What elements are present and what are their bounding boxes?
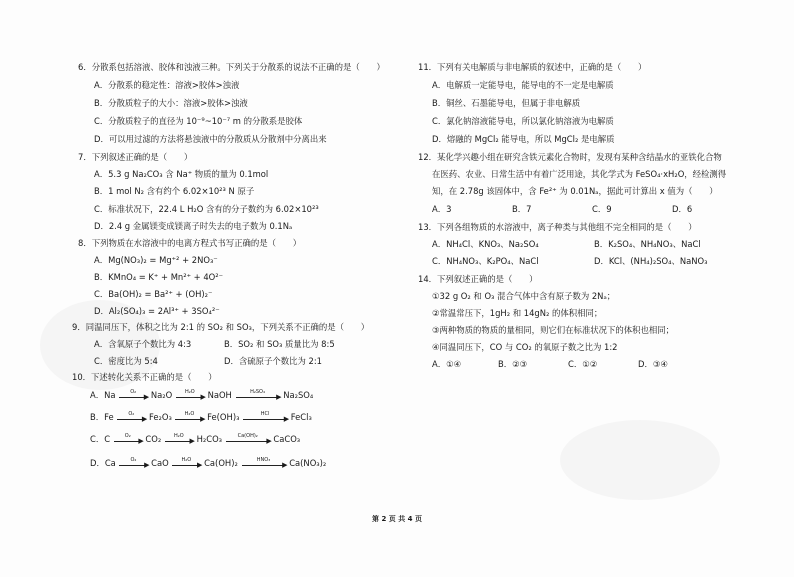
question-11-option-c: C．氯化钠溶液能导电，所以氯化钠溶液为电解质: [432, 116, 614, 126]
question-11-option-a: A．电解质一定能导电，能导电的不一定是电解质: [432, 80, 614, 90]
question-14-statement-1: ①32 g O₂ 和 O₃ 混合气体中含有原子数为 2Nₐ；: [432, 291, 616, 301]
reaction-product: Ca(OH)₂: [204, 458, 238, 468]
question-8-stem: 8．下列物质在水溶液中的电离方程式书写正确的是（ ）: [78, 238, 302, 248]
reaction-product: CaO: [151, 458, 169, 468]
question-13-option-c: C．NH₄NO₃、K₂PO₄、NaCl: [432, 256, 539, 266]
question-14-option-b: B．②③: [498, 359, 528, 369]
reaction-arrow: O₂ ▶: [114, 435, 142, 445]
question-9-stem: 9．同温同压下，体积之比为 2:1 的 SO₂ 和 SO₃，下列关系不正确的是（ ）: [72, 322, 370, 332]
reaction-arrow: Ca(OH)₂ ▶: [226, 435, 270, 445]
reaction-arrow: H₂O ▶: [165, 435, 193, 445]
reaction-arrow: O₂ ▶: [117, 413, 145, 423]
question-10-stem: 10．下述转化关系不正确的是（ ）: [72, 372, 217, 382]
question-11-option-b: B．铜丝、石墨能导电，但属于非电解质: [432, 98, 581, 108]
question-10-option-c: [90, 434, 300, 445]
question-6-option-a: A．分散系的稳定性：溶液>胶体>浊液: [94, 80, 240, 90]
reaction-product: FeCl₃: [290, 412, 312, 422]
reaction-product: Fe₂O₃: [148, 412, 172, 422]
question-7-stem: 7．下列叙述正确的是（ ）: [78, 152, 193, 162]
question-12-stem-line-3: 知，在 2.78g 该固体中，含 Fe²⁺ 为 0.01Nₐ，据此可计算出 x 值为（ ）: [432, 186, 718, 196]
question-8-option-a: A．Mg(NO₃)₂ = Mg⁺² + 2NO₃⁻: [94, 255, 218, 265]
reaction-product: Na₂O: [150, 390, 173, 400]
reaction-arrow: O₂ ▶: [119, 459, 147, 469]
question-9-option-d: D．含硫原子个数比为 2:1: [224, 356, 322, 366]
reaction-arrow: HNO₃ ▶: [242, 459, 286, 469]
question-12-option-a: A．3: [432, 204, 452, 214]
question-14-stem: 14．下列叙述正确的是（ ）: [418, 274, 538, 284]
reaction-start: B．Fe: [90, 412, 114, 422]
question-8-option-b: B．KMnO₄ = K⁺ + Mn²⁺ + 4O²⁻: [94, 272, 224, 282]
question-12-option-b: B．7: [512, 204, 532, 214]
reaction-start: C．C: [90, 434, 111, 444]
question-14-option-a: A．①④: [432, 359, 462, 369]
reaction-product: Fe(OH)₃: [207, 412, 240, 422]
question-10-option-d: [90, 458, 326, 469]
question-11-option-d: D．熔融的 MgCl₂ 能导电，所以 MgCl₂ 是电解质: [432, 134, 615, 144]
reaction-product: Ca(NO₃)₂: [289, 458, 327, 468]
question-9-option-a: A．含氧原子个数比为 4:3: [94, 339, 192, 349]
reaction-arrow: HCl ▶: [243, 413, 287, 423]
question-13-stem: 13．下列各组物质的水溶液中，离子种类与其他组不完全相同的是（ ）: [418, 222, 697, 232]
question-12-option-d: D．6: [672, 204, 693, 214]
question-9-option-b: B．SO₂ 和 SO₃ 质量比为 8:5: [224, 339, 335, 349]
question-11-stem: 11．下列有关电解质与非电解质的叙述中，正确的是（ ）: [418, 62, 647, 72]
question-14-statement-2: ②常温常压下，1gH₂ 和 14gN₂ 的体积相同；: [432, 308, 603, 318]
question-6-option-d: D．可以用过滤的方法将悬浊液中的分散质从分散剂中分离出来: [94, 134, 327, 144]
question-10-option-b: [90, 412, 312, 423]
question-7-option-a: A．5.3 g Na₂CO₃ 含 Na⁺ 物质的量为 0.1mol: [94, 169, 269, 179]
paper-stain: [560, 420, 720, 500]
reaction-arrow: H₂SO₄ ▶: [236, 391, 280, 401]
question-14-statement-4: ④同温同压下，CO 与 CO₂ 的氧原子数之比为 1:2: [432, 342, 618, 352]
reaction-arrow: H₂O ▶: [175, 413, 203, 423]
question-12-stem-line-1: 12．某化学兴趣小组在研究含铁元素化合物时，发现有某种含结晶水的亚铁化合物: [418, 152, 722, 162]
reaction-arrow: H₂O ▶: [176, 391, 204, 401]
question-13-option-b: B．K₂SO₄、NH₄NO₃、NaCl: [594, 239, 701, 249]
reaction-start: A．Na: [90, 390, 116, 400]
question-14-option-d: D．③④: [638, 359, 668, 369]
reaction-start: D．Ca: [90, 458, 116, 468]
reaction-product: CaCO₃: [273, 434, 301, 444]
question-14-statement-3: ③两种物质的物质的量相同，则它们在标准状况下的体积也相同；: [432, 325, 675, 335]
question-12-stem-line-2: 在医药、农业、日常生活中有着广泛用途，其化学式为 FeSO₄·xH₂O，经检测得: [432, 169, 727, 179]
question-14-option-c: C．①②: [568, 359, 598, 369]
reaction-arrow: O₂ ▶: [119, 391, 147, 401]
question-8-option-c: C．Ba(OH)₂ = Ba²⁺ + (OH)₂⁻: [94, 289, 213, 299]
question-9-option-c: C．密度比为 5:4: [94, 356, 158, 366]
question-10-option-a: [90, 390, 313, 401]
question-6-stem: 6．分散系包括溶液、胶体和浊液三种。下列关于分散系的说法不正确的是（ ）: [78, 62, 385, 72]
question-7-option-b: B．1 mol N₂ 含有约个 6.02×10²³ N 原子: [94, 186, 255, 196]
page-number-footer: 第 2 页 共 4 页: [372, 515, 422, 523]
reaction-product: H₂CO₃: [196, 434, 223, 444]
reaction-product: CO₂: [145, 434, 162, 444]
question-13-option-d: D．KCl、(NH₄)₂SO₄、NaNO₃: [594, 256, 708, 266]
reaction-arrow: H₂O ▶: [172, 459, 200, 469]
question-12-option-c: C．9: [592, 204, 612, 214]
question-6-option-c: C．分散质粒子的直径为 10⁻⁹~10⁻⁷ m 的分散系是胶体: [94, 116, 303, 126]
question-7-option-d: D．2.4 g 金属镁变成镁离子时失去的电子数为 0.1Nₐ: [94, 221, 293, 231]
question-8-option-d: D．Al₂(SO₄)₃ = 2Al³⁺ + 3SO₄²⁻: [94, 306, 220, 316]
question-13-option-a: A．NH₄Cl、KNO₃、Na₂SO₄: [432, 239, 539, 249]
reaction-product: NaOH: [207, 390, 232, 400]
question-7-option-c: C．标准状况下，22.4 L H₂O 含有的分子数约为 6.02×10²³: [94, 204, 319, 214]
reaction-product: Na₂SO₄: [283, 390, 314, 400]
question-6-option-b: B．分散质粒子的大小：溶液>胶体>浊液: [94, 98, 248, 108]
